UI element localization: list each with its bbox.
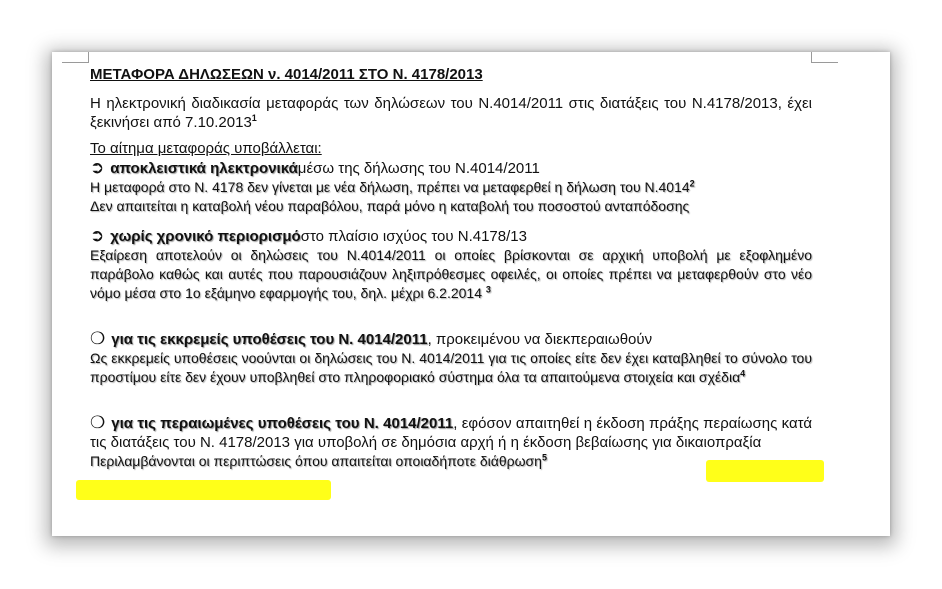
list-item xyxy=(90,413,812,471)
list-item xyxy=(90,329,812,387)
item-heading: ➲ αποκλειστικά ηλεκτρονικάμέσω της δήλωσης του Ν.4014/2011 xyxy=(90,158,540,177)
item-heading: ❍ για τις περαιωμένες υποθέσεις του Ν. 4014/2011, εφόσον απαιτηθεί η έκδοση πράξης περαίωσης κατά τις διατάξεις του Ν. 4178/2013 για υποβολή σε δημόσια αρχή ή η έκδοση βεβαίωσης για δικαιοπραξία xyxy=(90,413,813,451)
item-note: Περιλαμβάνονται οι περιπτώσεις όπου απαιτείται οποιαδήποτε διάθρωση$^5$ xyxy=(90,452,547,469)
document-page xyxy=(52,52,890,536)
item-note: Εξαίρεση αποτελούν οι δηλώσεις του Ν.4014/2011 οι οποίες βρίσκονται σε αρχική υποβολή με εξοφλημένο παράβολο καθώς και αυτές που παρουσιάζουν ληξιπρόθεσμες οφειλές, οι οποίες πρέπει να μεταφερθούν στο νέο νόμο μέσα στο 1ο εξάμηνο εφαρμογής του, δηλ. μέχρι 6.2.2014 $^3$ xyxy=(90,247,812,301)
highlight-mark-2 xyxy=(76,480,331,500)
highlighted-text: ή ή η έκδοση βεβαίωσης για δικαιοπραξία xyxy=(485,434,762,451)
crop-mark-top-left xyxy=(62,52,89,63)
item-note: Ως εκκρεμείς υποθέσεις νοούνται οι δηλώσεις του Ν. 4014/2011 για τις οποίες είτε δεν έχει καταβληθεί το σύνολο του προστίμου είτε δεν έχουν υποβληθεί στο πληροφοριακό σύστημα όλα τα απαιτούμενα στοιχεία και σχέδια$^4$ xyxy=(90,350,812,385)
arrow-bullet-icon: ➲ xyxy=(90,226,105,245)
subheading: Το αίτημα μεταφοράς υποβάλλεται: xyxy=(90,140,322,157)
arrow-bullet-icon: ➲ xyxy=(90,158,105,177)
circle-bullet-icon: ❍ xyxy=(90,329,106,348)
intro-paragraph: Η ηλεκτρονική διαδικασία μεταφοράς των δηλώσεων του Ν.4014/2011 στις διατάξεις του Ν.4178/2013, έχει ξεκινήσει από 7.10.2013$^1$ xyxy=(90,95,812,131)
crop-mark-top-right xyxy=(811,52,838,63)
item-note: Η μεταφορά στο Ν. 4178 δεν γίνεται με νέα δήλωση, πρέπει να μεταφερθεί η δήλωση του Ν.4014$^2$ xyxy=(90,178,695,195)
list-item xyxy=(90,158,812,216)
circle-bullet-icon: ❍ xyxy=(90,413,106,432)
document-body xyxy=(90,66,812,471)
item-heading: ➲ χωρίς χρονικό περιορισμόστο πλαίσιο ισχύος του Ν.4178/13 xyxy=(90,226,527,245)
document-title: ΜΕΤΑΦΟΡΑ ΔΗΛΩΣΕΩΝ ν. 4014/2011 ΣΤΟ Ν. 4178/2013 xyxy=(90,66,483,83)
item-heading: ❍ για τις εκκρεμείς υποθέσεις του Ν. 4014/2011, προκειμένου να διεκπεραιωθούν xyxy=(90,329,653,348)
list-item xyxy=(90,226,812,303)
item-note: Δεν απαιτείται η καταβολή νέου παραβόλου, παρά μόνο η καταβολή του ποσοστού ανταπόδοσης xyxy=(90,198,690,214)
